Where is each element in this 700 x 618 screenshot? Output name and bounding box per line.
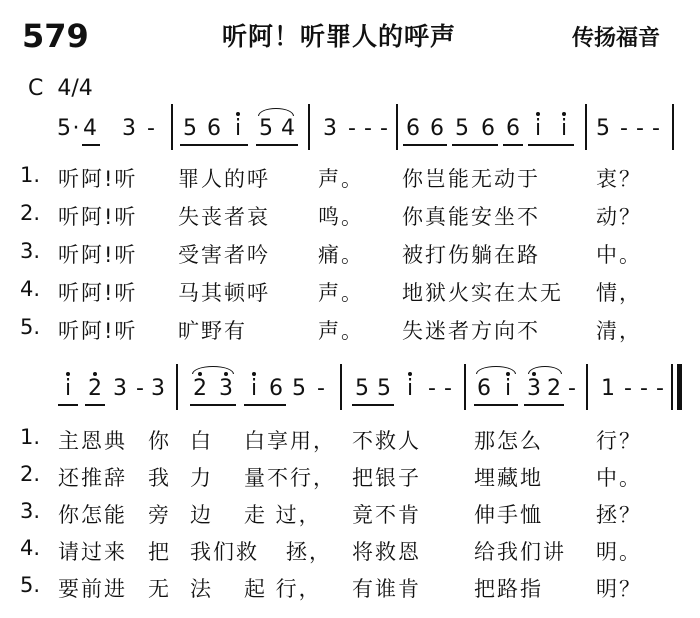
hymn-title: 听阿！听罪人的呼声 (222, 22, 457, 51)
lyric-line-2-1 (0, 425, 700, 455)
note: 3 (113, 376, 127, 401)
lyric-segment: 情， (596, 281, 642, 305)
tie (258, 108, 294, 116)
barline (585, 104, 587, 150)
lyric-segment: 主恩典 (58, 429, 127, 453)
lyric-segment: 衷？ (596, 167, 642, 191)
note: 4 (83, 116, 97, 141)
note: 6 (481, 116, 495, 141)
lyric-segment: 请过来 (58, 540, 127, 564)
dash: - (380, 116, 388, 141)
lyric-segment: 声。 (318, 281, 364, 305)
dash: - (348, 116, 356, 141)
lyric-segment: 量不行， (244, 466, 336, 490)
lyric-segment: 还推辞 (58, 466, 127, 490)
lyric-segment: 马其顿呼 (178, 281, 270, 305)
lyric-segment: 将救恩 (352, 540, 421, 564)
lyric-segment: 力 (190, 466, 213, 490)
notation-line-1 (0, 118, 700, 158)
note: i (406, 376, 414, 401)
lyric-segment: 给我们讲 (474, 540, 566, 564)
high-octave-dot (562, 112, 566, 116)
note: 6 (430, 116, 444, 141)
lyric-segment: 伸手恤 (474, 503, 543, 527)
lyric-segment: 行？ (596, 429, 642, 453)
high-octave-dot (252, 372, 256, 376)
barline (586, 364, 588, 410)
lyric-segment: 明。 (596, 540, 642, 564)
lyric-segment: 把路指 (474, 577, 543, 601)
lyric-segment: 白 (190, 429, 213, 453)
high-octave-dot (93, 372, 97, 376)
lyric-segment: 受害者吟 (178, 243, 270, 267)
lyric-line-1-5 (0, 315, 700, 345)
note: i (560, 116, 568, 141)
verse-number: 3. (20, 239, 41, 263)
note: 6 (506, 116, 520, 141)
lyric-line-1-1 (0, 163, 700, 193)
note: 2 (547, 376, 561, 401)
note: 6 (207, 116, 221, 141)
lyric-segment: 声。 (318, 319, 364, 343)
note: 3 (151, 376, 165, 401)
dash: - (147, 116, 155, 141)
dash: - (317, 376, 325, 401)
lyric-segment: 中。 (596, 243, 642, 267)
barline (308, 104, 310, 150)
note: 5 (183, 116, 197, 141)
lyric-segment: 竟不肯 (352, 503, 421, 527)
lyric-segment: 动？ (596, 205, 642, 229)
eighth-underline (474, 404, 518, 406)
eighth-underline (403, 144, 447, 146)
notation-line-2 (0, 378, 700, 418)
high-octave-dot (536, 112, 540, 116)
high-octave-dot (236, 112, 240, 116)
verse-number: 2. (20, 201, 41, 225)
lyric-line-2-4 (0, 536, 700, 566)
note: i (234, 116, 242, 141)
note: i (250, 376, 258, 401)
verse-number: 4. (20, 277, 41, 301)
eighth-underline (85, 404, 105, 406)
lyric-segment: 听阿!听 (58, 243, 138, 267)
lyric-segment: 无 (148, 577, 171, 601)
lyric-segment: 把 (148, 540, 171, 564)
verse-number: 5. (20, 315, 41, 339)
note: 5 (57, 116, 71, 141)
lyric-segment: 你真能安坐不 (402, 205, 540, 229)
lyric-segment: 失迷者方向不 (402, 319, 540, 343)
eighth-underline (452, 144, 498, 146)
note: 6 (477, 376, 491, 401)
dash: - (568, 376, 576, 401)
note: i (64, 376, 72, 401)
lyric-segment: 起 行， (244, 577, 322, 601)
dash: - (136, 376, 144, 401)
lyric-segment: 旁 (148, 503, 171, 527)
verse-number: 4. (20, 536, 41, 560)
lyric-line-1-4 (0, 277, 700, 307)
lyric-segment: 法 (190, 577, 213, 601)
final-barline-thin (671, 364, 673, 410)
lyric-segment: 听阿!听 (58, 281, 138, 305)
tie (192, 366, 234, 374)
verse-number: 1. (20, 425, 41, 449)
lyric-segment: 被打伤躺在路 (402, 243, 540, 267)
eighth-underline (58, 404, 78, 406)
lyric-segment: 你怎能 (58, 503, 127, 527)
lyric-segment: 声。 (318, 167, 364, 191)
barline (340, 364, 342, 410)
eighth-underline (352, 404, 394, 406)
dash: - (656, 376, 664, 401)
note: 2 (193, 376, 207, 401)
lyric-segment: 边 (190, 503, 213, 527)
dash: - (652, 116, 660, 141)
lyric-segment: 我们救 (190, 540, 259, 564)
note: 1 (601, 376, 615, 401)
eighth-underline (524, 404, 564, 406)
note: 5 (596, 116, 610, 141)
dash: - (624, 376, 632, 401)
note: 3 (323, 116, 337, 141)
lyric-segment: 听阿!听 (58, 319, 138, 343)
note: 3 (219, 376, 233, 401)
note: 5 (377, 376, 391, 401)
lyric-segment: 旷野有 (178, 319, 247, 343)
lyric-segment: 不救人 (352, 429, 421, 453)
eighth-underline (180, 144, 248, 146)
lyric-segment: 罪人的呼 (178, 167, 270, 191)
lyric-line-1-2 (0, 201, 700, 231)
verse-number: 5. (20, 573, 41, 597)
key-signature: C 4/4 (28, 76, 93, 101)
note: 3 (122, 116, 136, 141)
note: 3 (527, 376, 541, 401)
lyric-segment: 你 (148, 429, 171, 453)
verse-number: 3. (20, 499, 41, 523)
lyric-segment: 白享用， (244, 429, 336, 453)
barline (464, 364, 466, 410)
lyric-line-2-5 (0, 573, 700, 603)
barline (396, 104, 398, 150)
note: 4 (281, 116, 295, 141)
lyric-segment: 听阿!听 (58, 167, 138, 191)
dash: - (428, 376, 436, 401)
note: 5 (455, 116, 469, 141)
eighth-underline (190, 404, 236, 406)
eighth-underline (82, 144, 100, 146)
note: 5 (355, 376, 369, 401)
dot: · (72, 116, 80, 141)
eighth-underline (528, 144, 574, 146)
lyric-segment: 明？ (596, 577, 642, 601)
lyric-segment: 听阿!听 (58, 205, 138, 229)
lyric-segment: 埋藏地 (474, 466, 543, 490)
barline (672, 104, 674, 150)
lyric-segment: 拯， (286, 540, 332, 564)
lyric-segment: 那怎么 (474, 429, 543, 453)
barline (171, 104, 173, 150)
high-octave-dot (66, 372, 70, 376)
note: 6 (269, 376, 283, 401)
lyric-segment: 失丧者哀 (178, 205, 270, 229)
eighth-underline (503, 144, 523, 146)
dash: - (640, 376, 648, 401)
note: 5 (259, 116, 273, 141)
note: i (534, 116, 542, 141)
eighth-underline (244, 404, 286, 406)
lyric-segment: 清， (596, 319, 642, 343)
lyric-segment: 地狱火实在太无 (402, 281, 563, 305)
dash: - (636, 116, 644, 141)
dash: - (364, 116, 372, 141)
lyric-segment: 要前进 (58, 577, 127, 601)
tie (528, 366, 562, 374)
verse-number: 2. (20, 462, 41, 486)
lyric-segment: 中。 (596, 466, 642, 490)
note: i (504, 376, 512, 401)
lyric-segment: 有谁肯 (352, 577, 421, 601)
lyric-segment: 把银子 (352, 466, 421, 490)
barline (176, 364, 178, 410)
lyric-segment: 走 过， (244, 503, 322, 527)
final-barline-thick (677, 364, 682, 410)
note: 2 (88, 376, 102, 401)
high-octave-dot (408, 372, 412, 376)
lyric-segment: 痛。 (318, 243, 364, 267)
lyric-line-1-3 (0, 239, 700, 269)
lyric-segment: 你岂能无动于 (402, 167, 540, 191)
note: 6 (406, 116, 420, 141)
hymn-number: 579 (22, 17, 89, 55)
verse-number: 1. (20, 163, 41, 187)
note: 5 (292, 376, 306, 401)
lyric-segment: 拯？ (596, 503, 642, 527)
tie (476, 366, 516, 374)
lyric-segment: 鸣。 (318, 205, 364, 229)
dash: - (444, 376, 452, 401)
dash: - (620, 116, 628, 141)
lyric-line-2-3 (0, 499, 700, 529)
hymn-category: 传扬福音 (572, 26, 661, 51)
lyric-line-2-2 (0, 462, 700, 492)
eighth-underline (256, 144, 298, 146)
lyric-segment: 我 (148, 466, 171, 490)
